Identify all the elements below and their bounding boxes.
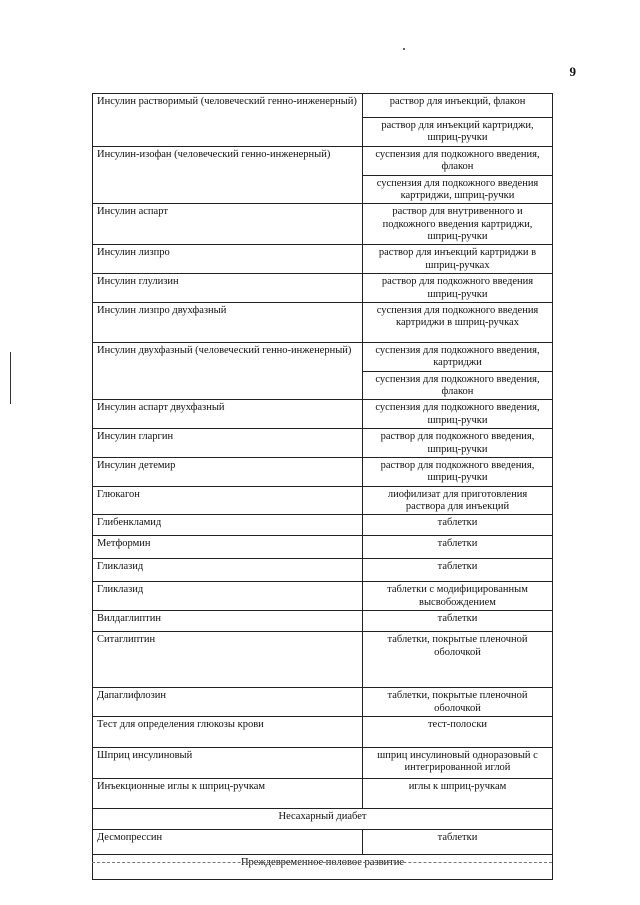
dosage-form-cell: суспензия для подкожного введения картриджи, шприц-ручки: [363, 175, 553, 204]
dosage-form-cell: раствор для внутривенного и подкожного введения картриджи, шприц-ручки: [363, 204, 553, 245]
dosage-form-cell: таблетки с модифицированным высвобождением: [363, 582, 553, 611]
table-row: [93, 688, 553, 717]
drug-name-cell: Метформин: [93, 536, 363, 559]
table-row: [93, 611, 553, 632]
table-row: [93, 716, 553, 747]
table-row: [93, 146, 553, 175]
drug-name-cell: Инсулин лизпро двухфазный: [93, 302, 363, 342]
drug-name-cell: Инсулин-изофан (человеческий генно-инженерный): [93, 146, 363, 204]
drug-name-cell: Инсулин лизпро: [93, 245, 363, 274]
table-row: [93, 94, 553, 118]
table-row: [93, 747, 553, 778]
table-row: [93, 342, 553, 371]
drug-name-cell: Тест для определения глюкозы крови: [93, 716, 363, 747]
drug-name-cell: Глюкагон: [93, 486, 363, 515]
dosage-form-cell: суспензия для подкожного введения, флакон: [363, 146, 553, 175]
dosage-form-cell: лиофилизат для приготовления раствора для инъекций: [363, 486, 553, 515]
table-row: [93, 245, 553, 274]
dosage-form-cell: таблетки: [363, 829, 553, 854]
dosage-form-cell: суспензия для подкожного введения, флакон: [363, 371, 553, 400]
drug-name-cell: Инсулин аспарт двухфазный: [93, 400, 363, 429]
dosage-form-cell: суспензия для подкожного введения, картриджи: [363, 342, 553, 371]
table-row: [93, 302, 553, 342]
section-row: [93, 854, 553, 879]
table-row: [93, 515, 553, 536]
dosage-form-cell: суспензия для подкожного введения, шприц-ручки: [363, 400, 553, 429]
drug-table-body: [93, 94, 553, 880]
drug-name-cell: Дапаглифлозин: [93, 688, 363, 717]
drug-name-cell: Вилдаглиптин: [93, 611, 363, 632]
dosage-form-cell: суспензия для подкожного введения картриджи в шприц-ручках: [363, 302, 553, 342]
dosage-form-cell: таблетки: [363, 559, 553, 582]
drug-name-cell: Инсулин двухфазный (человеческий генно-инженерный): [93, 342, 363, 400]
table-row: [93, 204, 553, 245]
table-row: [93, 400, 553, 429]
drug-name-cell: Инъекционные иглы к шприц-ручкам: [93, 778, 363, 808]
table-row: [93, 429, 553, 458]
page-number: 9: [569, 64, 576, 79]
table-row: [93, 632, 553, 688]
table-row: [93, 829, 553, 854]
dosage-form-cell: раствор для инъекций, флакон: [363, 94, 553, 118]
dosage-form-cell: раствор для подкожного введения, шприц-ручки: [363, 429, 553, 458]
drug-name-cell: Ситаглиптин: [93, 632, 363, 688]
dosage-form-cell: тест-полоски: [363, 716, 553, 747]
drug-name-cell: Десмопрессин: [93, 829, 363, 854]
drug-name-cell: Инсулин растворимый (человеческий генно-инженерный): [93, 94, 363, 147]
section-heading: Преждевременное половое развитие: [93, 854, 553, 879]
drug-name-cell: Шприц инсулиновый: [93, 747, 363, 778]
dosage-form-cell: таблетки: [363, 536, 553, 559]
table-row: [93, 778, 553, 808]
dosage-form-cell: шприц инсулиновый одноразовый с интегрированной иглой: [363, 747, 553, 778]
scan-speck: [403, 48, 405, 50]
table-row: [93, 536, 553, 559]
table-row: [93, 274, 553, 303]
drug-name-cell: Инсулин гларгин: [93, 429, 363, 458]
drug-name-cell: Инсулин глулизин: [93, 274, 363, 303]
section-heading: Несахарный диабет: [93, 808, 553, 829]
dosage-form-cell: раствор для подкожного введения шприц-ручки: [363, 274, 553, 303]
drug-table: [92, 93, 553, 880]
margin-mark: [10, 352, 11, 404]
dosage-form-cell: таблетки: [363, 611, 553, 632]
section-row: [93, 808, 553, 829]
drug-name-cell: Инсулин аспарт: [93, 204, 363, 245]
dosage-form-cell: таблетки: [363, 515, 553, 536]
dosage-form-cell: таблетки, покрытые пленочной оболочкой: [363, 632, 553, 688]
drug-name-cell: Инсулин детемир: [93, 457, 363, 486]
table-row: [93, 486, 553, 515]
drug-name-cell: Глибенкламид: [93, 515, 363, 536]
drug-name-cell: Гликлазид: [93, 582, 363, 611]
table-continuation-line: [92, 862, 552, 863]
dosage-form-cell: раствор для инъекций картриджи, шприц-ручки: [363, 118, 553, 147]
table-row: [93, 559, 553, 582]
table-row: [93, 457, 553, 486]
dosage-form-cell: иглы к шприц-ручкам: [363, 778, 553, 808]
table-row: [93, 582, 553, 611]
drug-name-cell: Гликлазид: [93, 559, 363, 582]
dosage-form-cell: раствор для инъекций картриджи в шприц-ручках: [363, 245, 553, 274]
dosage-form-cell: раствор для подкожного введения, шприц-ручки: [363, 457, 553, 486]
dosage-form-cell: таблетки, покрытые пленочной оболочкой: [363, 688, 553, 717]
